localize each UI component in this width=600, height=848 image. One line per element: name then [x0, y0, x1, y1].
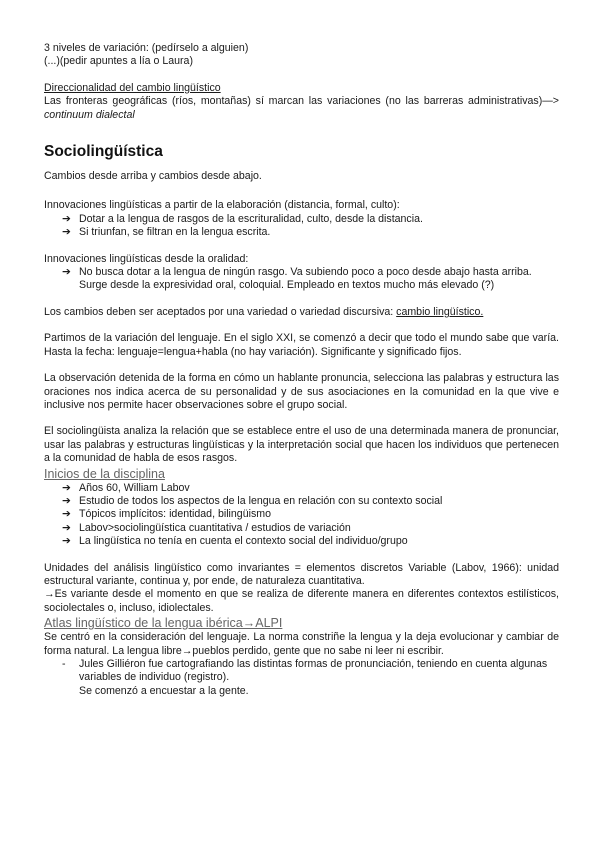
arrow-bullet-icon: ➔: [62, 508, 71, 521]
intro-line-2: (...)(pedir apuntes a lía o Laura): [44, 55, 193, 68]
list-item: ➔ Estudio de todos los aspectos de la lengua en relación con su contexto social: [62, 494, 443, 507]
atlas-paragraph: Se centró en la consideración del lenguaje. La norma constriñe la lengua y la deja evolucionar y cambiar de forma natural. La lengua libre→pueblos perdido, gente que no sabe ni leer ni escribir.: [44, 631, 559, 657]
arrow-bullet-icon: ➔: [62, 266, 71, 279]
intro-line-1: 3 niveles de variación: (pedírselo a alguien): [44, 42, 249, 54]
section-title: Sociolingüística: [44, 143, 163, 161]
arrow-bullet-icon: ➔: [62, 226, 71, 239]
unidades-paragraph-2: →Es variante desde el momento en que se realiza de diferente manera en diferentes contextos estilísticos, sociolectales o, incluso, idiolectales.: [44, 588, 559, 614]
cambio-linguistico-link: cambio lingüístico.: [396, 305, 484, 318]
dash-bullet: -: [62, 658, 66, 670]
observacion-paragraph: La observación detenida de la forma en cómo un hablante pronuncia, selecciona las palabras y estructura las oraciones nos indica acerca de su personalidad y de sus asociaciones en la comunidad en la que vive e inclusive nos permite hacer observaciones sobre el grupo social.: [44, 372, 559, 411]
inicios-list: [44, 482, 559, 549]
innov-oral-list: [44, 266, 559, 293]
innov-elab-list: [44, 213, 559, 240]
aceptados-paragraph: Los cambios deben ser aceptados por una variedad o variedad discursiva: cambio lingüístico.: [44, 305, 484, 318]
list-item: ➔ La lingüística no tenía en cuenta el contexto social del individuo/grupo: [62, 535, 408, 548]
list-item: ➔ No busca dotar a la lengua de ningún rasgo. Va subiendo poco a poco desde abajo hasta arriba. Surge desde la expresividad oral, coloquial. Empleado en textos mucho más elevado (?): [62, 266, 532, 292]
arrow-bullet-icon: ➔: [62, 535, 71, 548]
atlas-list: [44, 658, 559, 698]
list-item: ➔ Tópicos implícitos: identidad, bilingüismo: [62, 508, 271, 521]
sociolinguista-paragraph: El sociolingüista analiza la relación que se establece entre el uso de una determinada manera de pronunciar, usar las palabras y estructuras lingüísticas y la interpretación social que hacen los individuos que pertenecen a la comunidad de habla de esos rasgos.: [44, 425, 559, 465]
direccionalidad-heading: Direccionalidad del cambio lingüístico: [44, 81, 221, 94]
list-item: - Jules Gilliéron fue cartografiando las distintas formas de pronunciación, teniendo en cuenta algunas variables de individuo (registro). Se comenzó a encuestar a la gente.: [62, 658, 548, 697]
direccionalidad-italic: continuum dialectal: [44, 108, 135, 121]
unidades-paragraph-1: Unidades del análisis lingüístico como invariantes = elementos discretos Variable (Labov, 1966): unidad estructural variante, continua y, por ende, de naturaleza cuantitativa.: [44, 561, 559, 587]
arrow-bullet-icon: ➔: [62, 481, 71, 494]
innov-oral-label: Innovaciones lingüísticas desde la oralidad:: [44, 252, 249, 265]
list-item: ➔ Labov>sociolingüística cuantitativa / estudios de variación: [62, 521, 351, 534]
innov-elab-label: Innovaciones lingüísticas a partir de la elaboración (distancia, formal, culto):: [44, 199, 400, 212]
list-item: ➔ Años 60, William Labov: [62, 481, 190, 494]
atlas-heading: Atlas lingüístico de la lengua ibérica→ALPI: [44, 616, 283, 631]
arrow-bullet-icon: ➔: [62, 212, 71, 225]
arrow-bullet-icon: ➔: [62, 494, 71, 507]
arrow-bullet-icon: ➔: [62, 521, 71, 534]
partimos-paragraph: Partimos de la variación del lenguaje. En el siglo XXI, se comenzó a decir que todo el mundo sabe que varía. Hasta la fecha: lenguaje=lengua+habla (no hay variación). Significante y significado fijos.: [44, 332, 559, 358]
direccionalidad-paragraph: [44, 95, 559, 122]
direccionalidad-text: Las fronteras geográficas (ríos, montañas) sí marcan las variaciones (no las barreras administrativas)—>: [44, 95, 559, 108]
list-item: ➔ Dotar a la lengua de rasgos de la escrituralidad, culto, desde la distancia.: [62, 212, 423, 225]
list-item: ➔ Si triunfan, se filtran en la lengua escrita.: [62, 226, 271, 239]
document-page: [44, 42, 559, 698]
inicios-heading: Inicios de la disciplina: [44, 466, 165, 481]
cambios-line: Cambios desde arriba y cambios desde abajo.: [44, 170, 262, 183]
